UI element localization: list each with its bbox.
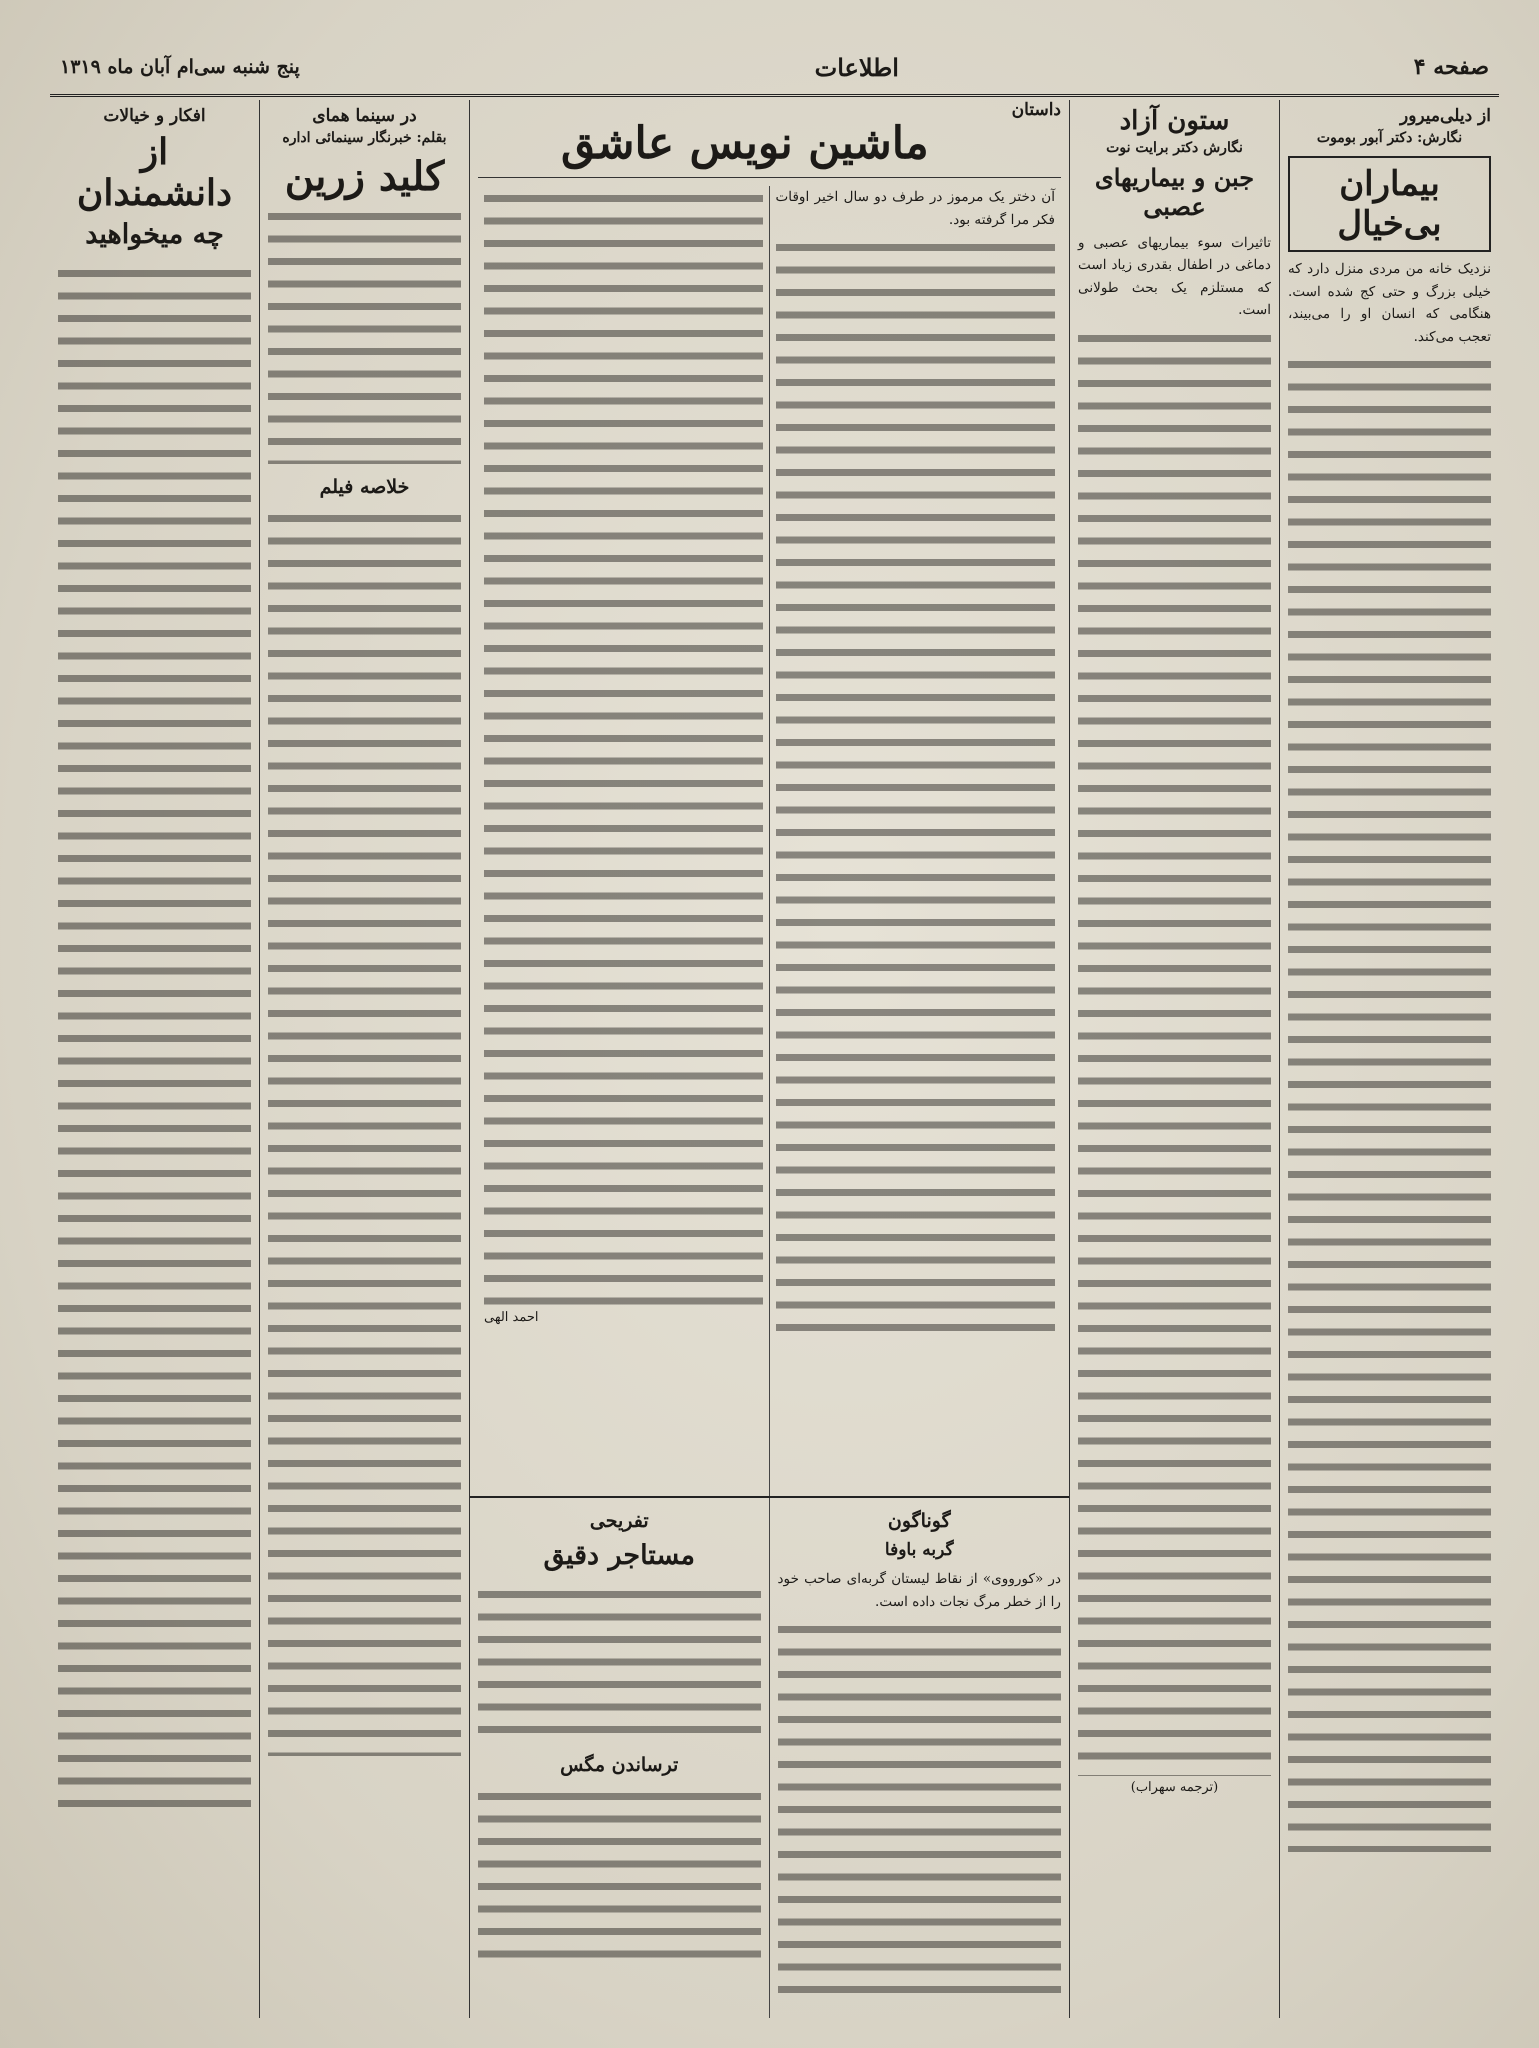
section-label: از دیلی‌میرور [1400,106,1491,126]
item-lead: در «کورووی» از نقاط لیستان گربه‌ای صاحب خود را از خطر مرگ نجات داده است. [777,1571,1061,1610]
byline: نگارش دکتر برایت نوت [1106,140,1243,156]
column-cinema [260,100,470,2018]
article-body [1288,352,1491,1852]
body-text [778,1617,1062,2007]
item-title: گربه باوفا [884,1540,954,1560]
columns [50,100,1499,2018]
story-section [470,100,1069,1496]
story-text [484,186,763,1306]
byline: بقلم: خبرنگار سینمائی اداره [282,130,447,146]
column-free [1070,100,1280,2018]
headline: مستاجر دقیق [543,1540,695,1571]
section-label: تفریحی [589,1510,649,1532]
lead-paragraph: تاثیرات سوء بیماریهای عصبی و دماغی در اطفال بقدری زیاد است که مستلزم یک بحث طولانی است. [1078,234,1271,319]
subheadline: ترساندن مگس [560,1754,679,1777]
column-middle [470,100,1070,2018]
translator-credit: (ترجمه سهراب) [1130,1779,1219,1795]
byline: نگارش: دکتر آبور بوموت [1316,130,1463,146]
section-label: افکار و خیالات [103,106,206,126]
article-body [268,204,461,464]
story-body [478,178,1061,1496]
column-daily-mirror [1280,100,1499,2018]
story-text [776,235,1056,1335]
masthead [50,48,1499,97]
body-text [58,261,251,1811]
body-text [1288,352,1491,1852]
subheadline: چه میخواهید [85,218,224,250]
story-lead: آن دختر یک مرموز در طرف دو سال اخیر اوقات فکر مرا گرفته بود. [775,189,1055,228]
paper-name: اطلاعات [814,52,899,82]
item-text [778,1617,1062,2007]
story-col-left [478,186,770,1496]
body-text [1078,326,1271,1776]
article-body [58,261,251,1811]
section-label: در سینما همای [312,106,417,126]
body-text [268,204,461,464]
article-body [268,506,461,1756]
story-headline: ماشین نویس عاشق [560,118,929,169]
story-signature: احمد الهی [484,1310,539,1325]
headline: کلید زرین [284,153,445,200]
column-thoughts [50,100,260,2018]
body-text [478,1582,761,1742]
headline: از دانشمندان [76,131,233,215]
story-col-right [770,186,1062,1496]
story-tag: داستان [1011,100,1061,120]
headline: بیماران بی‌خیال [1288,156,1491,252]
story-header [478,100,1061,178]
section-label: گوناگون [887,1510,951,1532]
body-text [776,235,1056,1335]
date-line: پنج شنبه سی‌ام آبان ماه ۱۳۱۹ [60,56,300,78]
leisure-column [470,1498,770,2018]
page-number: صفحه ۴ [1413,54,1489,80]
body-text [268,506,461,1756]
item-text [478,1582,761,1742]
body-text [484,186,763,1306]
headline: جبن و بیماریهای عصبی [1094,163,1255,221]
misc-column [770,1498,1070,2018]
subheadline: خلاصه فیلم [319,476,410,498]
item-text [478,1784,761,1964]
section-label: ستون آزاد [1119,106,1230,136]
bottom-section [470,1496,1069,2018]
body-text [478,1784,761,1964]
lead-paragraph: نزدیک خانه من مردی منزل دارد که خیلی بزرگ و حتی کج شده است. هنگامی که انسان او را می‌بیند، تعجب می‌کند. [1288,261,1491,345]
article-body [1078,326,1271,1776]
